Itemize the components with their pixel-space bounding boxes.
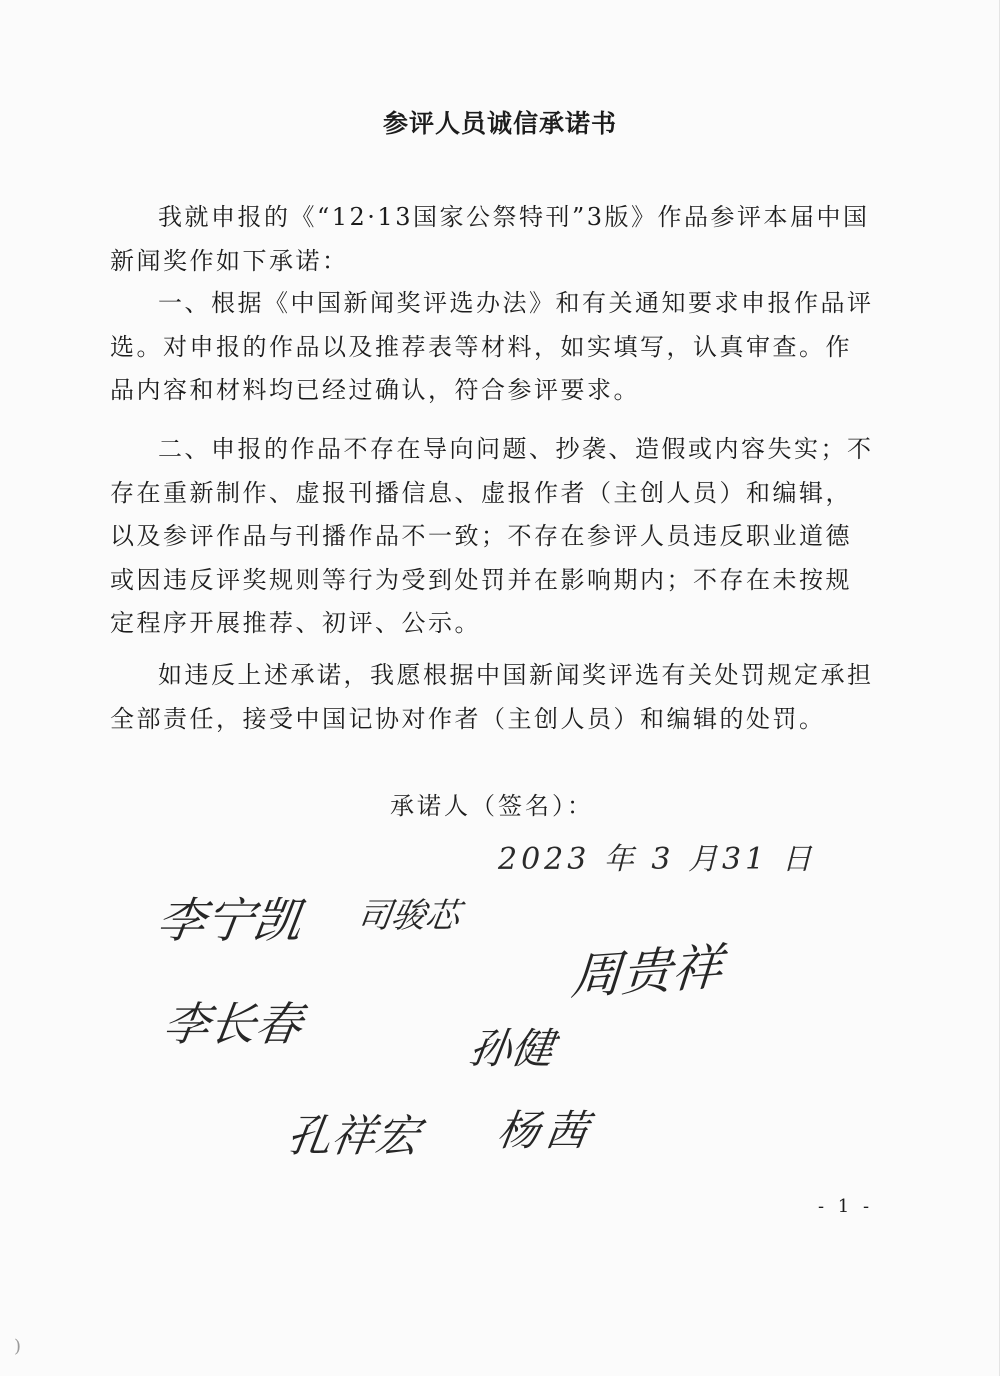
page-title: 参评人员诚信承诺书 [382,109,617,138]
signer-label: 承诺人（签名）： [390,792,594,820]
scan-edge-mark: ) [14,1336,22,1357]
paragraph-intro: 我就申报的《“12·13国家公祭特刊”3版》作品参评本届中国新闻奖作如下承诺： [110,203,870,275]
signature-kong-xianghong: 孔祥宏 [283,1111,423,1162]
paragraph-clause-one: 一、根据《中国新闻奖评选办法》和有关通知要求申报作品评选。对申报的作品以及推荐表等材料，如实填写，认真审查。作品内容和材料均已经过确认，符合参评要求。 [110,289,874,405]
signature-zhou-guixiang: 周贵祥 [569,937,725,1007]
signature-li-ningkai: 李宁凯 [153,893,306,949]
handwritten-date: 2023 年 3 月31 日 [498,842,816,877]
page-number: - 1 - [818,1196,874,1217]
signature-si-junxin: 司骏芯 [354,896,463,936]
paragraph-clause-two: 二、申报的作品不存在导向问题、抄袭、造假或内容失实；不存在重新制作、虚报刊播信息、虚报作者（主创人员）和编辑，以及参评作品与刊播作品不一致；不存在参评人员违反职业道德或因违反评奖规则等行为受到处罚并在影响期内；不存在未按规定程序开展推荐、初评、公示。 [110,435,874,638]
signature-li-changchun: 李长春 [159,997,306,1051]
signature-yang-qian: 杨茜 [494,1106,598,1155]
signature-sun-jian: 孙健 [466,1024,558,1073]
paragraph-liability: 如违反上述承诺，我愿根据中国新闻奖评选有关处罚规定承担全部责任，接受中国记协对作者（主创人员）和编辑的处罚。 [110,661,874,733]
